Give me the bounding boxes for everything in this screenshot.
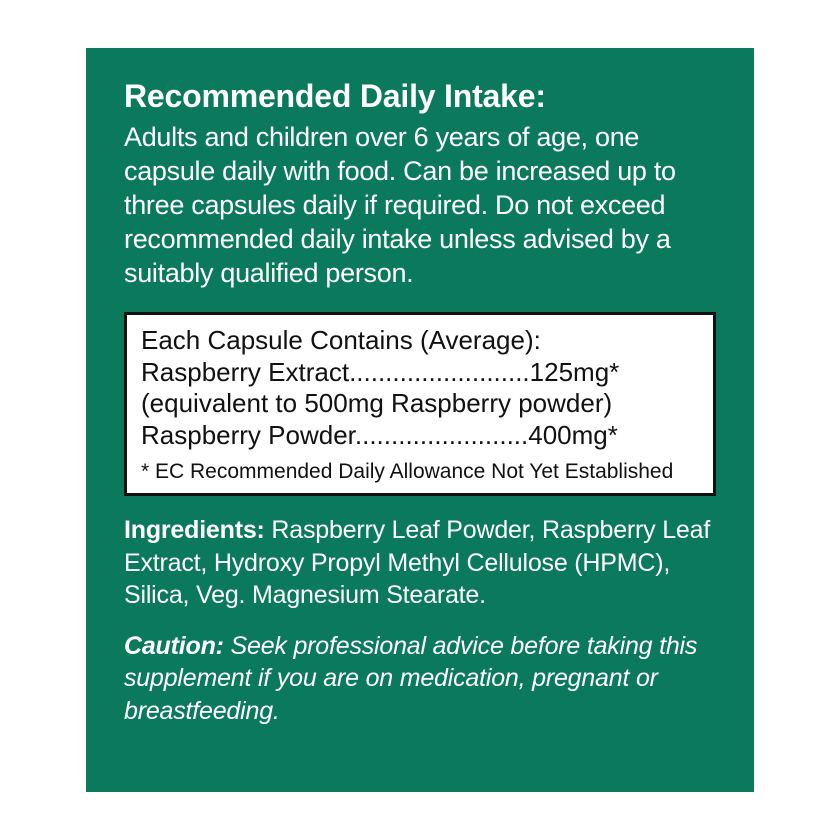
capsule-row-raspberry-extract: Raspberry Extract.........................125mg* [141, 356, 620, 387]
caution-text: Seek professional advice before taking this supplement if you are on medication, pregnant or breastfeeding. [124, 631, 698, 725]
page-title: Recommended Daily Intake: [124, 78, 546, 114]
capsule-row-equivalent-note: (equivalent to 500mg Raspberry powder) [141, 388, 613, 419]
supplement-label-panel [86, 48, 754, 792]
daily-intake-text: Adults and children over 6 years of age, one capsule daily with food. Can be increased up to three capsules daily if required. Do not exceed recommended daily intake unless advised by a suitably qualified person. [124, 121, 676, 288]
ingredients-text: Raspberry Leaf Powder, Raspberry Leaf Extract, Hydroxy Propyl Methyl Cellulose (HPMC), Silica, Veg. Magnesium Stearate. [124, 516, 711, 609]
caution-block [124, 630, 716, 728]
capsule-row-raspberry-powder: Raspberry Powder........................400mg* [141, 419, 618, 450]
capsule-contents-box [124, 312, 716, 496]
caution-label: Caution: [124, 631, 224, 660]
ingredients-label: Ingredients: [124, 516, 265, 544]
ingredients-block [124, 514, 716, 612]
capsule-contents-title: Each Capsule Contains (Average): [141, 324, 541, 355]
capsule-footnote: * EC Recommended Daily Allowance Not Yet Established [141, 459, 674, 483]
